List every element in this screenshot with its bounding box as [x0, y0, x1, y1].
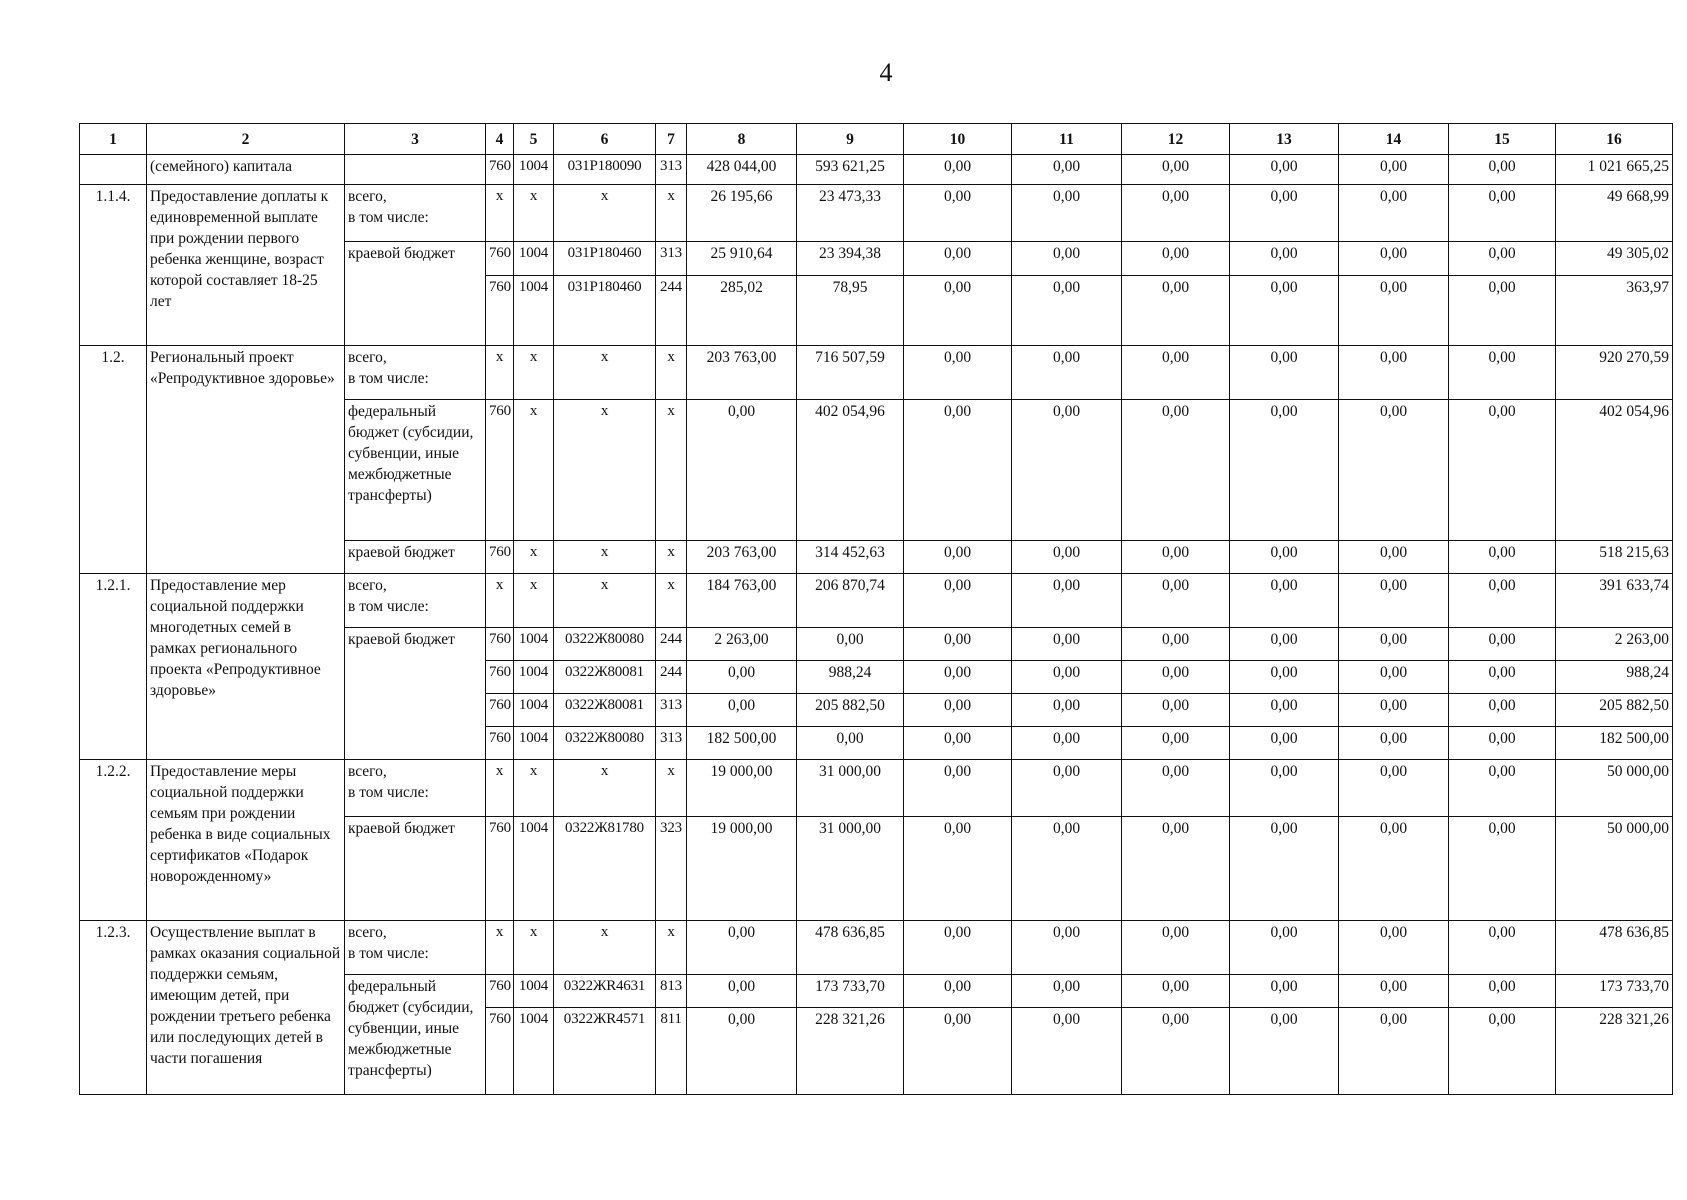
- amount-cell: 0,00: [904, 400, 1012, 541]
- funding-source-cell: всего, в том числе:: [345, 346, 486, 400]
- amount-cell: 0,00: [1230, 242, 1339, 276]
- amount-cell: 23 394,38: [797, 242, 904, 276]
- total-cell: 228 321,26: [1556, 1008, 1673, 1095]
- expense-type-cell: 813: [656, 975, 687, 1008]
- target-article-cell: х: [554, 185, 656, 242]
- amount-cell: 23 473,33: [797, 185, 904, 242]
- funding-source-cell: краевой бюджет: [345, 628, 486, 760]
- row-number-cell: 1.1.4.: [80, 185, 147, 346]
- amount-cell: 0,00: [687, 975, 797, 1008]
- amount-cell: 19 000,00: [687, 817, 797, 921]
- column-header: 14: [1339, 124, 1449, 155]
- amount-cell: 0,00: [904, 817, 1012, 921]
- amount-cell: 0,00: [1449, 185, 1556, 242]
- amount-cell: 0,00: [904, 975, 1012, 1008]
- amount-cell: 0,00: [1339, 661, 1449, 694]
- expense-type-cell: х: [656, 541, 687, 574]
- column-header: 15: [1449, 124, 1556, 155]
- amount-cell: 0,00: [1012, 400, 1122, 541]
- amount-cell: 0,00: [1122, 155, 1230, 185]
- target-article-cell: х: [554, 541, 656, 574]
- table-row: [80, 921, 1673, 975]
- expense-type-cell: 244: [656, 661, 687, 694]
- expense-type-cell: х: [656, 346, 687, 400]
- amount-cell: 19 000,00: [687, 760, 797, 817]
- amount-cell: 0,00: [1230, 760, 1339, 817]
- total-cell: 478 636,85: [1556, 921, 1673, 975]
- table-row: [80, 574, 1673, 628]
- amount-cell: 31 000,00: [797, 760, 904, 817]
- column-header: 8: [687, 124, 797, 155]
- amount-cell: 0,00: [1012, 346, 1122, 400]
- amount-cell: 0,00: [1339, 346, 1449, 400]
- amount-cell: 0,00: [1012, 276, 1122, 346]
- total-cell: 363,97: [1556, 276, 1673, 346]
- column-header: 12: [1122, 124, 1230, 155]
- page-number: 4: [879, 58, 893, 87]
- funding-source-cell: краевой бюджет: [345, 817, 486, 921]
- amount-cell: 0,00: [1449, 541, 1556, 574]
- expense-type-cell: х: [656, 760, 687, 817]
- row-number-cell: 1.2.3.: [80, 921, 147, 1095]
- column-header: 11: [1012, 124, 1122, 155]
- amount-cell: 0,00: [1122, 628, 1230, 661]
- amount-cell: 0,00: [904, 574, 1012, 628]
- funding-source-cell: всего, в том числе:: [345, 921, 486, 975]
- target-article-cell: 0322ЖR4571: [554, 1008, 656, 1095]
- amount-cell: 0,00: [1012, 975, 1122, 1008]
- amount-cell: 0,00: [1012, 1008, 1122, 1095]
- amount-cell: 0,00: [1122, 242, 1230, 276]
- amount-cell: 428 044,00: [687, 155, 797, 185]
- amount-cell: 0,00: [1122, 975, 1230, 1008]
- target-article-cell: х: [554, 760, 656, 817]
- grbs-cell: 760: [486, 817, 514, 921]
- column-header: 10: [904, 124, 1012, 155]
- amount-cell: 0,00: [904, 727, 1012, 760]
- amount-cell: 173 733,70: [797, 975, 904, 1008]
- amount-cell: 0,00: [1012, 541, 1122, 574]
- expense-type-cell: 323: [656, 817, 687, 921]
- column-header: 16: [1556, 124, 1673, 155]
- grbs-cell: х: [486, 574, 514, 628]
- amount-cell: 0,00: [1230, 694, 1339, 727]
- amount-cell: 0,00: [1230, 185, 1339, 242]
- amount-cell: 0,00: [1230, 975, 1339, 1008]
- column-header: 7: [656, 124, 687, 155]
- amount-cell: 0,00: [1339, 276, 1449, 346]
- amount-cell: 0,00: [904, 628, 1012, 661]
- amount-cell: 0,00: [1122, 661, 1230, 694]
- section-cell: х: [514, 185, 554, 242]
- grbs-cell: 760: [486, 155, 514, 185]
- target-article-cell: 0322Ж80080: [554, 727, 656, 760]
- amount-cell: 0,00: [1122, 400, 1230, 541]
- amount-cell: 78,95: [797, 276, 904, 346]
- amount-cell: 593 621,25: [797, 155, 904, 185]
- section-cell: 1004: [514, 1008, 554, 1095]
- amount-cell: 0,00: [1122, 760, 1230, 817]
- amount-cell: 0,00: [1230, 661, 1339, 694]
- amount-cell: 0,00: [1449, 727, 1556, 760]
- column-header: 6: [554, 124, 656, 155]
- section-cell: 1004: [514, 242, 554, 276]
- amount-cell: 0,00: [1122, 1008, 1230, 1095]
- section-cell: х: [514, 541, 554, 574]
- total-cell: 402 054,96: [1556, 400, 1673, 541]
- amount-cell: 0,00: [797, 727, 904, 760]
- amount-cell: 0,00: [1230, 628, 1339, 661]
- amount-cell: 0,00: [1339, 921, 1449, 975]
- column-header: 13: [1230, 124, 1339, 155]
- total-cell: 50 000,00: [1556, 760, 1673, 817]
- item-name-cell: Предоставление доплаты к единовременной выплате при рождении первого ребенка женщине, возраст которой составляет 18-25 лет: [147, 185, 345, 346]
- amount-cell: 0,00: [797, 628, 904, 661]
- amount-cell: 0,00: [1449, 817, 1556, 921]
- target-article-cell: х: [554, 574, 656, 628]
- row-number-cell: 1.2.2.: [80, 760, 147, 921]
- total-cell: 173 733,70: [1556, 975, 1673, 1008]
- amount-cell: 25 910,64: [687, 242, 797, 276]
- amount-cell: 0,00: [1230, 574, 1339, 628]
- amount-cell: 0,00: [1449, 661, 1556, 694]
- grbs-cell: х: [486, 760, 514, 817]
- section-cell: 1004: [514, 661, 554, 694]
- amount-cell: 0,00: [1339, 817, 1449, 921]
- amount-cell: 0,00: [1230, 276, 1339, 346]
- amount-cell: 0,00: [1339, 760, 1449, 817]
- amount-cell: 0,00: [1122, 346, 1230, 400]
- section-cell: 1004: [514, 727, 554, 760]
- amount-cell: 0,00: [1449, 242, 1556, 276]
- expense-type-cell: 313: [656, 155, 687, 185]
- section-cell: 1004: [514, 975, 554, 1008]
- section-cell: х: [514, 346, 554, 400]
- expense-type-cell: х: [656, 574, 687, 628]
- row-number-cell: 1.2.1.: [80, 574, 147, 760]
- amount-cell: 184 763,00: [687, 574, 797, 628]
- amount-cell: 0,00: [1449, 574, 1556, 628]
- expense-type-cell: 811: [656, 1008, 687, 1095]
- amount-cell: 0,00: [1012, 694, 1122, 727]
- target-article-cell: 0322Ж80081: [554, 694, 656, 727]
- column-header: 9: [797, 124, 904, 155]
- amount-cell: 0,00: [1449, 628, 1556, 661]
- funding-source-cell: федеральный бюджет (субсидии, субвенции, иные межбюджетные трансферты): [345, 975, 486, 1095]
- table-row: [80, 346, 1673, 400]
- amount-cell: 0,00: [1339, 541, 1449, 574]
- grbs-cell: 760: [486, 975, 514, 1008]
- total-cell: 49 305,02: [1556, 242, 1673, 276]
- amount-cell: 0,00: [904, 694, 1012, 727]
- total-cell: 50 000,00: [1556, 817, 1673, 921]
- amount-cell: 0,00: [1012, 185, 1122, 242]
- amount-cell: 0,00: [904, 921, 1012, 975]
- target-article-cell: х: [554, 921, 656, 975]
- target-article-cell: 031Р180460: [554, 242, 656, 276]
- amount-cell: 0,00: [687, 661, 797, 694]
- amount-cell: 0,00: [904, 661, 1012, 694]
- expense-type-cell: 313: [656, 242, 687, 276]
- total-cell: 49 668,99: [1556, 185, 1673, 242]
- amount-cell: 314 452,63: [797, 541, 904, 574]
- column-header: 2: [147, 124, 345, 155]
- amount-cell: 0,00: [1012, 727, 1122, 760]
- budget-table: [79, 123, 1673, 1095]
- amount-cell: 285,02: [687, 276, 797, 346]
- amount-cell: 0,00: [1122, 185, 1230, 242]
- amount-cell: 0,00: [904, 541, 1012, 574]
- amount-cell: 0,00: [904, 1008, 1012, 1095]
- amount-cell: 0,00: [1339, 727, 1449, 760]
- total-cell: 182 500,00: [1556, 727, 1673, 760]
- amount-cell: 206 870,74: [797, 574, 904, 628]
- item-name-cell: (семейного) капитала: [147, 155, 345, 185]
- amount-cell: 0,00: [1012, 628, 1122, 661]
- amount-cell: 228 321,26: [797, 1008, 904, 1095]
- target-article-cell: 0322Ж81780: [554, 817, 656, 921]
- total-cell: 1 021 665,25: [1556, 155, 1673, 185]
- item-name-cell: Предоставление мер социальной поддержки многодетных семей в рамках регионального проекта «Репродуктивное здоровье»: [147, 574, 345, 760]
- amount-cell: 716 507,59: [797, 346, 904, 400]
- row-number-cell: 1.2.: [80, 346, 147, 574]
- amount-cell: 0,00: [1012, 574, 1122, 628]
- grbs-cell: 760: [486, 276, 514, 346]
- item-name-cell: Осуществление выплат в рамках оказания социальной поддержки семьям, имеющим детей, при рождении третьего ребенка или последующих детей в части погашения: [147, 921, 345, 1095]
- item-name-cell: Предоставление меры социальной поддержки семьям при рождении ребенка в виде социальных сертификатов «Подарок новорожденному»: [147, 760, 345, 921]
- amount-cell: 0,00: [687, 1008, 797, 1095]
- funding-source-cell: краевой бюджет: [345, 541, 486, 574]
- amount-cell: 0,00: [1449, 1008, 1556, 1095]
- amount-cell: 0,00: [1339, 185, 1449, 242]
- table-row: [80, 760, 1673, 817]
- amount-cell: 26 195,66: [687, 185, 797, 242]
- amount-cell: 402 054,96: [797, 400, 904, 541]
- amount-cell: 0,00: [1339, 975, 1449, 1008]
- expense-type-cell: 244: [656, 276, 687, 346]
- amount-cell: 0,00: [1230, 817, 1339, 921]
- amount-cell: 0,00: [904, 276, 1012, 346]
- grbs-cell: 760: [486, 242, 514, 276]
- column-header: 3: [345, 124, 486, 155]
- amount-cell: 0,00: [1230, 346, 1339, 400]
- amount-cell: 0,00: [1449, 400, 1556, 541]
- amount-cell: 0,00: [1012, 155, 1122, 185]
- total-cell: 988,24: [1556, 661, 1673, 694]
- total-cell: 205 882,50: [1556, 694, 1673, 727]
- funding-source-cell: всего, в том числе:: [345, 760, 486, 817]
- amount-cell: 0,00: [1449, 155, 1556, 185]
- grbs-cell: х: [486, 921, 514, 975]
- amount-cell: 0,00: [1012, 242, 1122, 276]
- target-article-cell: 0322ЖR4631: [554, 975, 656, 1008]
- amount-cell: 0,00: [1012, 817, 1122, 921]
- section-cell: 1004: [514, 694, 554, 727]
- target-article-cell: х: [554, 400, 656, 541]
- target-article-cell: 031Р180090: [554, 155, 656, 185]
- item-name-cell: Региональный проект «Репродуктивное здоровье»: [147, 346, 345, 574]
- column-header: 5: [514, 124, 554, 155]
- total-cell: 2 263,00: [1556, 628, 1673, 661]
- section-cell: х: [514, 400, 554, 541]
- grbs-cell: 760: [486, 661, 514, 694]
- amount-cell: 0,00: [1122, 817, 1230, 921]
- amount-cell: 0,00: [1449, 694, 1556, 727]
- funding-source-cell: всего, в том числе:: [345, 574, 486, 628]
- column-header: 4: [486, 124, 514, 155]
- expense-type-cell: 313: [656, 727, 687, 760]
- grbs-cell: 760: [486, 400, 514, 541]
- funding-source-cell: всего, в том числе:: [345, 185, 486, 242]
- section-cell: х: [514, 760, 554, 817]
- amount-cell: 203 763,00: [687, 346, 797, 400]
- total-cell: 518 215,63: [1556, 541, 1673, 574]
- amount-cell: 0,00: [1122, 694, 1230, 727]
- grbs-cell: 760: [486, 628, 514, 661]
- amount-cell: 0,00: [1339, 574, 1449, 628]
- funding-source-cell: краевой бюджет: [345, 242, 486, 346]
- amount-cell: 0,00: [1122, 574, 1230, 628]
- target-article-cell: 031Р180460: [554, 276, 656, 346]
- amount-cell: 0,00: [1012, 760, 1122, 817]
- amount-cell: 0,00: [904, 242, 1012, 276]
- amount-cell: 0,00: [904, 346, 1012, 400]
- amount-cell: 0,00: [1012, 921, 1122, 975]
- amount-cell: 988,24: [797, 661, 904, 694]
- section-cell: 1004: [514, 276, 554, 346]
- expense-type-cell: 244: [656, 628, 687, 661]
- expense-type-cell: х: [656, 921, 687, 975]
- grbs-cell: 760: [486, 1008, 514, 1095]
- amount-cell: 0,00: [1339, 1008, 1449, 1095]
- amount-cell: 0,00: [1230, 1008, 1339, 1095]
- total-cell: 920 270,59: [1556, 346, 1673, 400]
- amount-cell: 0,00: [1230, 155, 1339, 185]
- amount-cell: 0,00: [1449, 346, 1556, 400]
- table-row: [80, 185, 1673, 242]
- amount-cell: 0,00: [687, 921, 797, 975]
- target-article-cell: 0322Ж80080: [554, 628, 656, 661]
- amount-cell: 0,00: [1339, 628, 1449, 661]
- amount-cell: 205 882,50: [797, 694, 904, 727]
- grbs-cell: 760: [486, 541, 514, 574]
- target-article-cell: 0322Ж80081: [554, 661, 656, 694]
- amount-cell: 0,00: [687, 400, 797, 541]
- target-article-cell: х: [554, 346, 656, 400]
- table-row: [80, 155, 1673, 185]
- total-cell: 391 633,74: [1556, 574, 1673, 628]
- amount-cell: 478 636,85: [797, 921, 904, 975]
- section-cell: 1004: [514, 817, 554, 921]
- funding-source-cell: [345, 155, 486, 185]
- row-number-cell: [80, 155, 147, 185]
- amount-cell: 0,00: [1449, 760, 1556, 817]
- amount-cell: 0,00: [1339, 694, 1449, 727]
- grbs-cell: х: [486, 346, 514, 400]
- amount-cell: 0,00: [1230, 921, 1339, 975]
- amount-cell: 0,00: [1339, 242, 1449, 276]
- section-cell: х: [514, 921, 554, 975]
- header-row: [80, 124, 1673, 155]
- grbs-cell: х: [486, 185, 514, 242]
- amount-cell: 0,00: [1339, 400, 1449, 541]
- section-cell: 1004: [514, 155, 554, 185]
- amount-cell: 203 763,00: [687, 541, 797, 574]
- amount-cell: 2 263,00: [687, 628, 797, 661]
- amount-cell: 0,00: [904, 760, 1012, 817]
- section-cell: х: [514, 574, 554, 628]
- amount-cell: 31 000,00: [797, 817, 904, 921]
- amount-cell: 0,00: [687, 694, 797, 727]
- expense-type-cell: 313: [656, 694, 687, 727]
- amount-cell: 0,00: [1012, 661, 1122, 694]
- expense-type-cell: х: [656, 185, 687, 242]
- amount-cell: 0,00: [1122, 276, 1230, 346]
- section-cell: 1004: [514, 628, 554, 661]
- amount-cell: 0,00: [1230, 727, 1339, 760]
- grbs-cell: 760: [486, 727, 514, 760]
- amount-cell: 0,00: [1122, 921, 1230, 975]
- column-header: 1: [80, 124, 147, 155]
- funding-source-cell: федеральный бюджет (субсидии, субвенции, иные межбюджетные трансферты): [345, 400, 486, 541]
- amount-cell: 0,00: [1122, 727, 1230, 760]
- amount-cell: 0,00: [1449, 975, 1556, 1008]
- amount-cell: 0,00: [1449, 276, 1556, 346]
- amount-cell: 0,00: [1339, 155, 1449, 185]
- amount-cell: 0,00: [1449, 921, 1556, 975]
- amount-cell: 0,00: [1230, 400, 1339, 541]
- expense-type-cell: х: [656, 400, 687, 541]
- grbs-cell: 760: [486, 694, 514, 727]
- amount-cell: 0,00: [904, 185, 1012, 242]
- amount-cell: 0,00: [1230, 541, 1339, 574]
- amount-cell: 0,00: [1122, 541, 1230, 574]
- amount-cell: 182 500,00: [687, 727, 797, 760]
- amount-cell: 0,00: [904, 155, 1012, 185]
